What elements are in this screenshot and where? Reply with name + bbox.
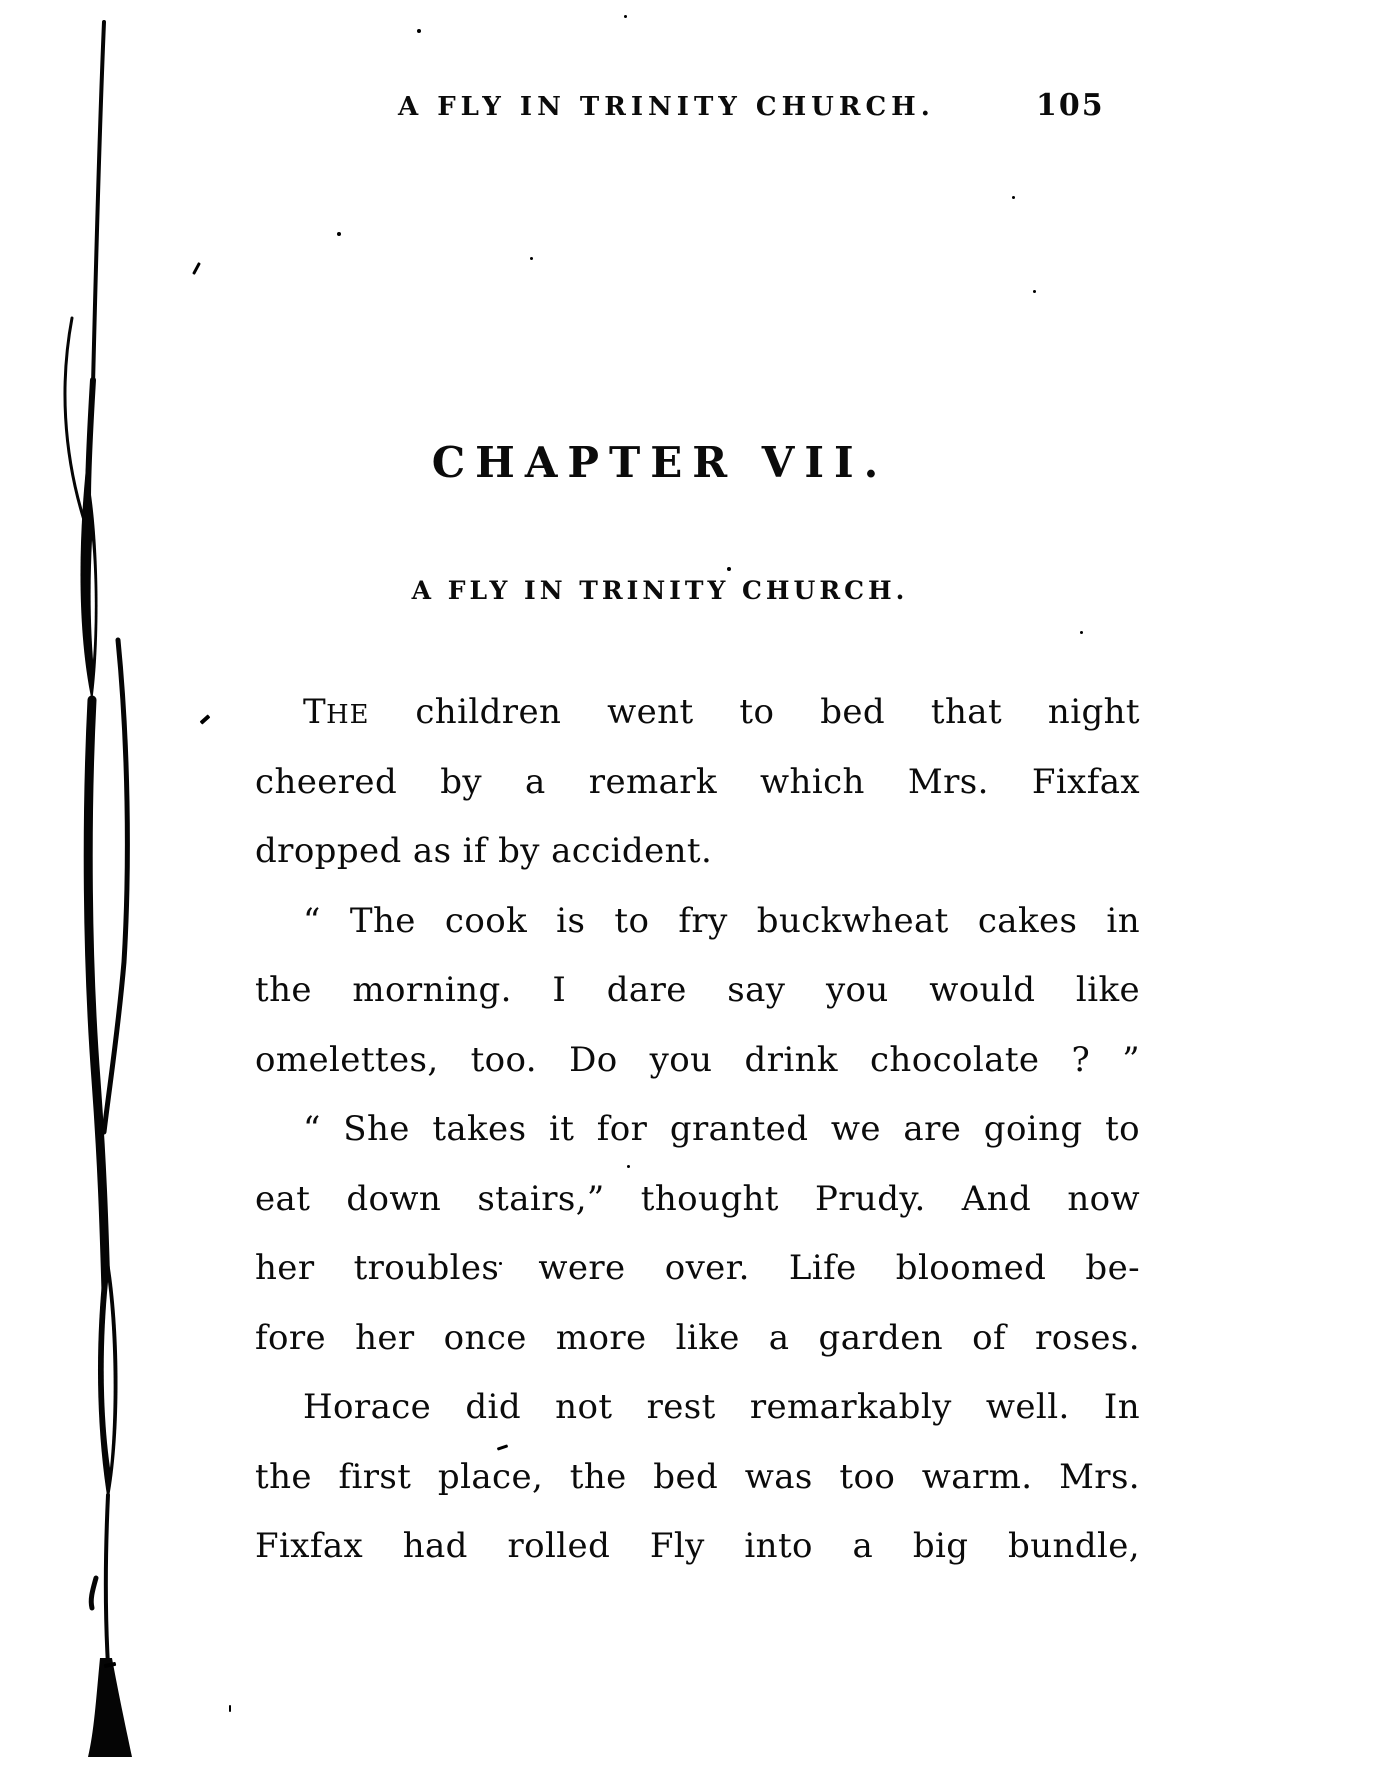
scan-tick [229, 1705, 231, 1712]
drop-word-cap: T [303, 692, 327, 732]
text-line-3: dropped as if by accident. [255, 831, 713, 871]
text-line-7: “ She takes it for granted we are going to [303, 1109, 1140, 1149]
scan-speck [1033, 290, 1036, 293]
scan-speck [1012, 196, 1015, 199]
scan-speck [1080, 631, 1083, 634]
scan-tick [192, 262, 201, 275]
scan-speck [624, 15, 627, 18]
text-line-1-rest: children went to bed that night [369, 692, 1140, 732]
text-line-8: eat down stairs,” thought Prudy. And now [255, 1178, 1140, 1219]
chapter-heading: CHAPTER VII. [431, 438, 889, 487]
text-line-11: Horace did not rest remarkably well. In [303, 1387, 1140, 1427]
chapter-subtitle: A FLY IN TRINITY CHURCH. [411, 576, 909, 605]
text-line-6: omelettes, too. Do you drink chocolate ? ” [255, 1039, 1140, 1080]
text-line-10: fore her once more like a garden of roses. [255, 1317, 1140, 1358]
text-line-1 [255, 678, 1140, 748]
text-line-2: cheered by a remark which Mrs. Fixfax [255, 761, 1140, 802]
page-number: 105 [1036, 88, 1105, 123]
text-line-5: the morning. I dare say you would like [255, 970, 1140, 1010]
scan-tick [200, 714, 211, 724]
text-line-9: her troubles were over. Life bloomed be- [255, 1248, 1140, 1288]
binding-scan-artifact [0, 0, 160, 1785]
scan-speck [337, 232, 341, 236]
scan-speck [727, 567, 731, 571]
text-line-13: Fixfax had rolled Fly into a big bundle, [255, 1526, 1140, 1566]
drop-word-smallcaps: HE [326, 700, 370, 730]
scan-speck [417, 29, 421, 33]
text-line-4: “ The cook is to fry buckwheat cakes in [303, 900, 1140, 941]
body-text [255, 678, 1140, 1582]
scan-speck [530, 257, 533, 260]
running-header-title: A FLY IN TRINITY CHURCH. [398, 92, 935, 122]
text-line-12: the first place, the bed was too warm. Mrs. [255, 1456, 1140, 1497]
